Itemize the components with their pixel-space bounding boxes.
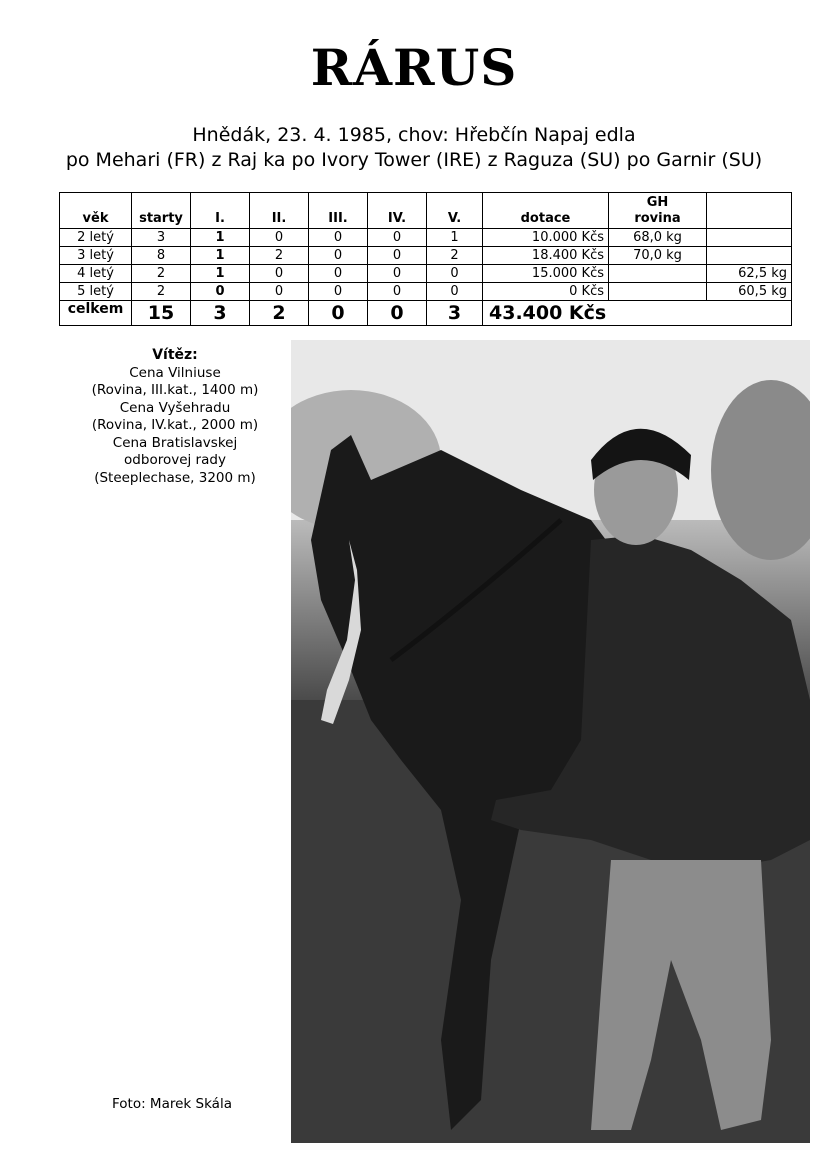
cell-first: 1	[191, 247, 250, 265]
wins-list	[60, 347, 290, 487]
win-line: (Rovina, III.kat., 1400 m)	[91, 382, 259, 398]
cell-age: 5 letý	[60, 283, 132, 301]
cell-fifth: 0	[427, 265, 483, 283]
page-title: RÁRUS	[310, 38, 518, 97]
total-label: celkem	[60, 301, 132, 326]
col-gh: GH	[646, 195, 669, 210]
col-fourth: IV.	[368, 193, 427, 229]
col-second: II.	[250, 193, 309, 229]
col-prize: dotace	[483, 193, 609, 229]
cell-fifth: 2	[427, 247, 483, 265]
total-third: 0	[309, 301, 368, 326]
cell-age: 2 letý	[60, 229, 132, 247]
cell-first: 1	[191, 229, 250, 247]
race-record-table	[59, 192, 792, 326]
cell-flat	[609, 283, 707, 301]
cell-third: 0	[309, 265, 368, 283]
table-row	[60, 283, 792, 301]
cell-second: 0	[250, 229, 309, 247]
cell-extra	[707, 247, 792, 265]
cell-fourth: 0	[368, 247, 427, 265]
cell-starts: 8	[132, 247, 191, 265]
cell-prize: 0 Kčs	[483, 283, 609, 301]
total-second: 2	[250, 301, 309, 326]
col-flat: rovina	[634, 211, 681, 226]
cell-fifth: 0	[427, 283, 483, 301]
cell-starts: 2	[132, 265, 191, 283]
table-row	[60, 247, 792, 265]
cell-prize: 15.000 Kčs	[483, 265, 609, 283]
cell-first: 0	[191, 283, 250, 301]
cell-second: 0	[250, 265, 309, 283]
cell-prize: 10.000 Kčs	[483, 229, 609, 247]
cell-flat: 68,0 kg	[609, 229, 707, 247]
col-third: III.	[309, 193, 368, 229]
photo-credit: Foto: Marek Skála	[112, 1096, 232, 1112]
cell-age: 3 letý	[60, 247, 132, 265]
win-line: Cena Bratislavskej	[112, 434, 238, 451]
cell-flat: 70,0 kg	[609, 247, 707, 265]
table-header-row	[60, 193, 792, 229]
horse-photo	[291, 340, 810, 1143]
table-row	[60, 229, 792, 247]
cell-age: 4 letý	[60, 265, 132, 283]
col-starts: starty	[132, 193, 191, 229]
cell-third: 0	[309, 229, 368, 247]
cell-fourth: 0	[368, 283, 427, 301]
pedigree-line: po Mehari (FR) z Raj ka po Ivory Tower (IRE) z Raguza (SU) po Garnir (SU)	[65, 149, 763, 171]
cell-fifth: 1	[427, 229, 483, 247]
cell-first: 1	[191, 265, 250, 283]
table-total-row	[60, 301, 792, 326]
win-line: odborovej rady	[124, 452, 226, 468]
win-line: Cena Vyšehradu	[119, 399, 231, 416]
cell-starts: 3	[132, 229, 191, 247]
cell-second: 0	[250, 283, 309, 301]
photo-illustration	[291, 340, 810, 1143]
col-first: I.	[191, 193, 250, 229]
win-line: (Steeplechase, 3200 m)	[94, 469, 256, 486]
cell-extra: 62,5 kg	[707, 265, 792, 283]
win-line: (Rovina, IV.kat., 2000 m)	[91, 417, 259, 433]
total-fourth: 0	[368, 301, 427, 326]
total-starts: 15	[132, 301, 191, 326]
cell-flat	[609, 265, 707, 283]
total-first: 3	[191, 301, 250, 326]
horse-details: Hnědák, 23. 4. 1985, chov: Hřebčín Napaj edla	[192, 124, 636, 146]
cell-third: 0	[309, 247, 368, 265]
total-fifth: 3	[427, 301, 483, 326]
table-row	[60, 265, 792, 283]
cell-extra	[707, 229, 792, 247]
cell-second: 2	[250, 247, 309, 265]
col-fifth: V.	[427, 193, 483, 229]
cell-third: 0	[309, 283, 368, 301]
col-gh-flat	[609, 193, 707, 229]
col-extra	[707, 193, 792, 229]
total-prize: 43.400 Kčs	[483, 301, 792, 326]
cell-fourth: 0	[368, 229, 427, 247]
wins-heading: Vítěz:	[152, 347, 198, 363]
col-age: věk	[60, 193, 132, 229]
cell-starts: 2	[132, 283, 191, 301]
cell-extra: 60,5 kg	[707, 283, 792, 301]
cell-fourth: 0	[368, 265, 427, 283]
cell-prize: 18.400 Kčs	[483, 247, 609, 265]
win-line: Cena Vilniuse	[129, 364, 221, 381]
